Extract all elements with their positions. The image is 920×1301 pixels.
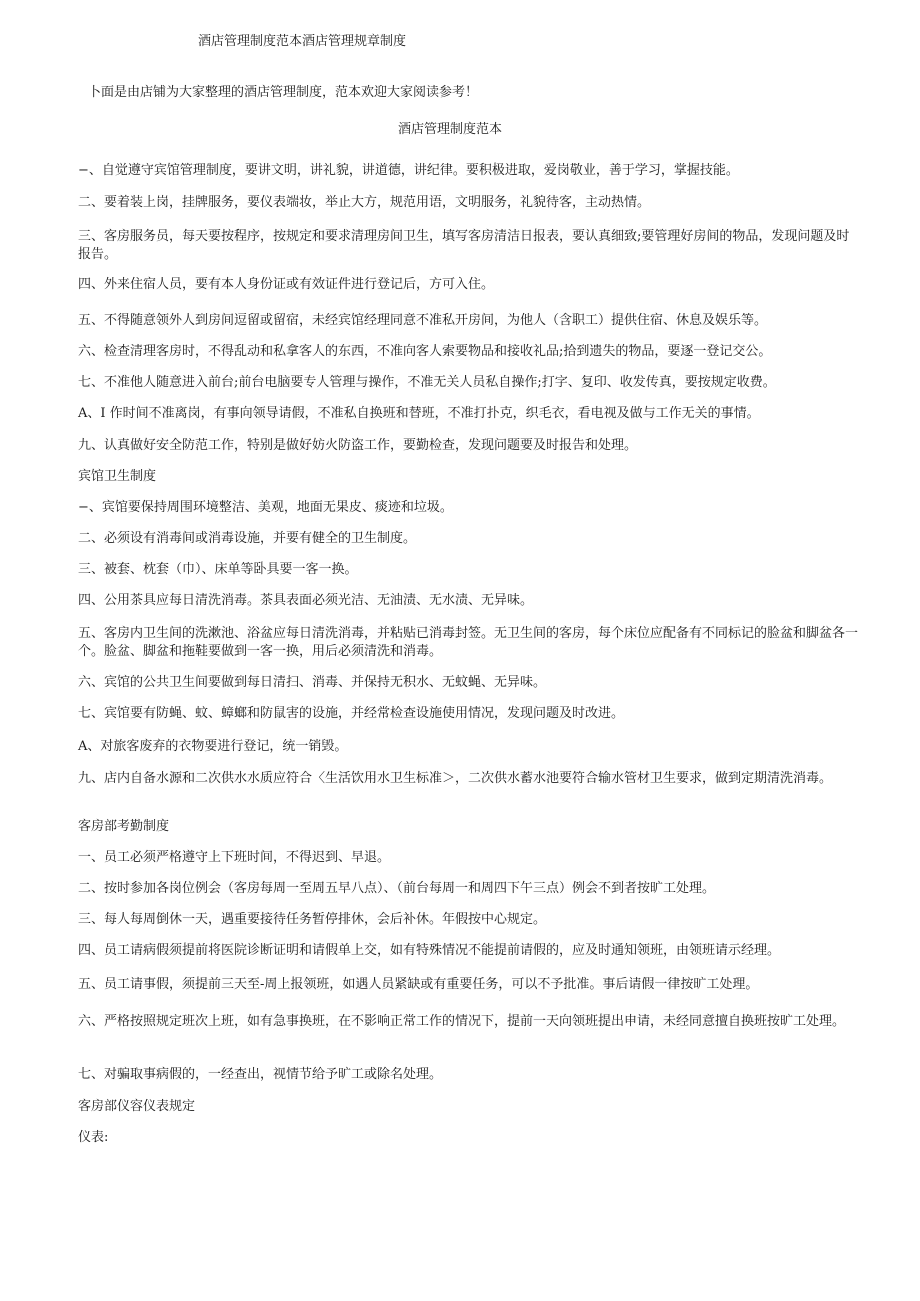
hygiene-heading: 宾馆卫生制度 — [78, 469, 157, 484]
document-title: 酒店管理制度范本酒店管理规章制度 — [198, 34, 407, 49]
hygiene-rule-2: 二、必须设有消毒间或消毒设施，并要有健全的卫生制度。 — [78, 531, 417, 546]
hotel-rule-2: 二、要着装上岗，挂牌服务，要仪表端妆，举止大方，规范用语，文明服务，礼貌待客，主动热情。 — [78, 195, 651, 210]
hotel-rule-5: 五、不得随意领外人到房间逗留或留宿，未经宾馆经理同意不准私开房间，为他人（含职工）提供住宿、休息及娱乐等。 — [78, 313, 768, 328]
hygiene-rule-9: 九、店内自备水源和二次供水水质应符合〈生活饮用水卫生标准＞，二次供水蓄水池要符合输水管材卫生要求，做到定期清洗消毒。 — [78, 771, 833, 786]
attendance-rule-6: 六、严格按照规定班次上班，如有急事换班，在不影响正常工作的情况下，提前一天向领班提出申请，未经同意擅自换班按旷工处理。 — [78, 1014, 846, 1029]
attendance-rule-2: 二、按时参加各岗位例会（客房每周一至周五早八点）、（前台每周一和周四下午三点）例会不到者按旷工处理。 — [78, 881, 716, 896]
attendance-rule-7: 七、对骗取事病假的，一经查出，视情节给予旷工或除名处理。 — [78, 1067, 443, 1082]
appearance-heading: 客房部仪容仪表规定 — [78, 1099, 196, 1114]
appearance-subheading: 仪表: — [78, 1130, 109, 1145]
hotel-rule-6: 六、检查清理客房时，不得乱动和私拿客人的东西，不准向客人索要物品和接收礼品;拾到遗失的物品，要逐一登记交公。 — [78, 344, 772, 359]
hotel-rule-3: 三、客房服务员，每天要按程序，按规定和要求清理房间卫生，填写客房清洁日报表，要认真细致;要管理好房间的物品，发现问题及时报告。 — [78, 229, 850, 262]
hygiene-rule-1: −、宾馆要保持周围环境整洁、美观，地面无果皮、痰迹和垃圾。 — [78, 500, 453, 515]
hygiene-rule-7: 七、宾馆要有防蝇、蚊、蟑螂和防鼠害的设施，并经常检查设施使用情况，发现问题及时改进。 — [78, 706, 625, 721]
hygiene-rule-5: 五、客房内卫生间的洗漱池、浴盆应每日清洗消毒，并粘贴已消毒封签。无卫生间的客房，每个床位应配备有不同标记的脸盆和脚盆各一个。脸盆、脚盆和拖鞋要做到一客一换，用后必须清洗和消毒。 — [78, 626, 859, 659]
attendance-rule-3: 三、每人每周倒休一天，遇重要接待任务暂停排休，会后补休。年假按中心规定。 — [78, 912, 547, 927]
hotel-rule-4: 四、外来住宿人员，要有本人身份证或有效证件进行登记后，方可入住。 — [78, 277, 495, 292]
hygiene-rule-6: 六、宾馆的公共卫生间要做到每日清扫、消毒、并保持无积水、无蚊蝇、无异味。 — [78, 675, 547, 690]
hotel-rule-7: 七、不准他人随意进入前台;前台电脑要专人管理与操作，不准无关人员私自操作;打字、复印、收发传真，要按规定收费。 — [78, 375, 776, 390]
hotel-rule-9: 九、认真做好安全防范工作，特别是做好妨火防盗工作，要勤检查，发现问题要及时报告和处理。 — [78, 438, 638, 453]
attendance-heading: 客房部考勤制度 — [78, 819, 170, 834]
hotel-rule-8: A、I 作时间不准离岗，有事向领导请假，不准私自换班和替班，不准打扑克，织毛衣，看电视及做与工作无关的事情。 — [78, 406, 760, 421]
attendance-rule-1: 一、员工必须严格遵守上下班时间，不得迟到、早退。 — [78, 850, 391, 865]
hygiene-rule-8: A、对旅客废弃的衣物要进行登记，统一销毁。 — [78, 739, 348, 754]
intro-paragraph: 卜面是由店铺为大家整理的酒店管理制度，范本欢迎大家阅读参考！ — [88, 85, 479, 100]
attendance-rule-5: 五、员工请事假，须提前三天至-周上报领班，如遇人员紧缺或有重要任务，可以不予批准。事后请假一律按旷工处理。 — [78, 977, 759, 992]
hygiene-rule-4: 四、公用茶具应每日清洗消毒。茶具表面必须光洁、无油渍、无水渍、无异味。 — [78, 593, 534, 608]
hotel-rule-1: −、自觉遵守宾馆管理制度，要讲文明，讲礼貌，讲道德，讲纪律。要积极进取，爱岗敬业，善于学习，掌握技能。 — [78, 163, 739, 178]
center-title: 酒店管理制度范本 — [398, 122, 503, 137]
attendance-rule-4: 四、员工请病假须提前将医院诊断证明和请假单上交，如有特殊情况不能提前请假的，应及时通知领班，由领班请示经理。 — [78, 943, 781, 958]
hygiene-rule-3: 三、被套、枕套（巾）、床单等卧具要一客一换。 — [78, 562, 358, 577]
